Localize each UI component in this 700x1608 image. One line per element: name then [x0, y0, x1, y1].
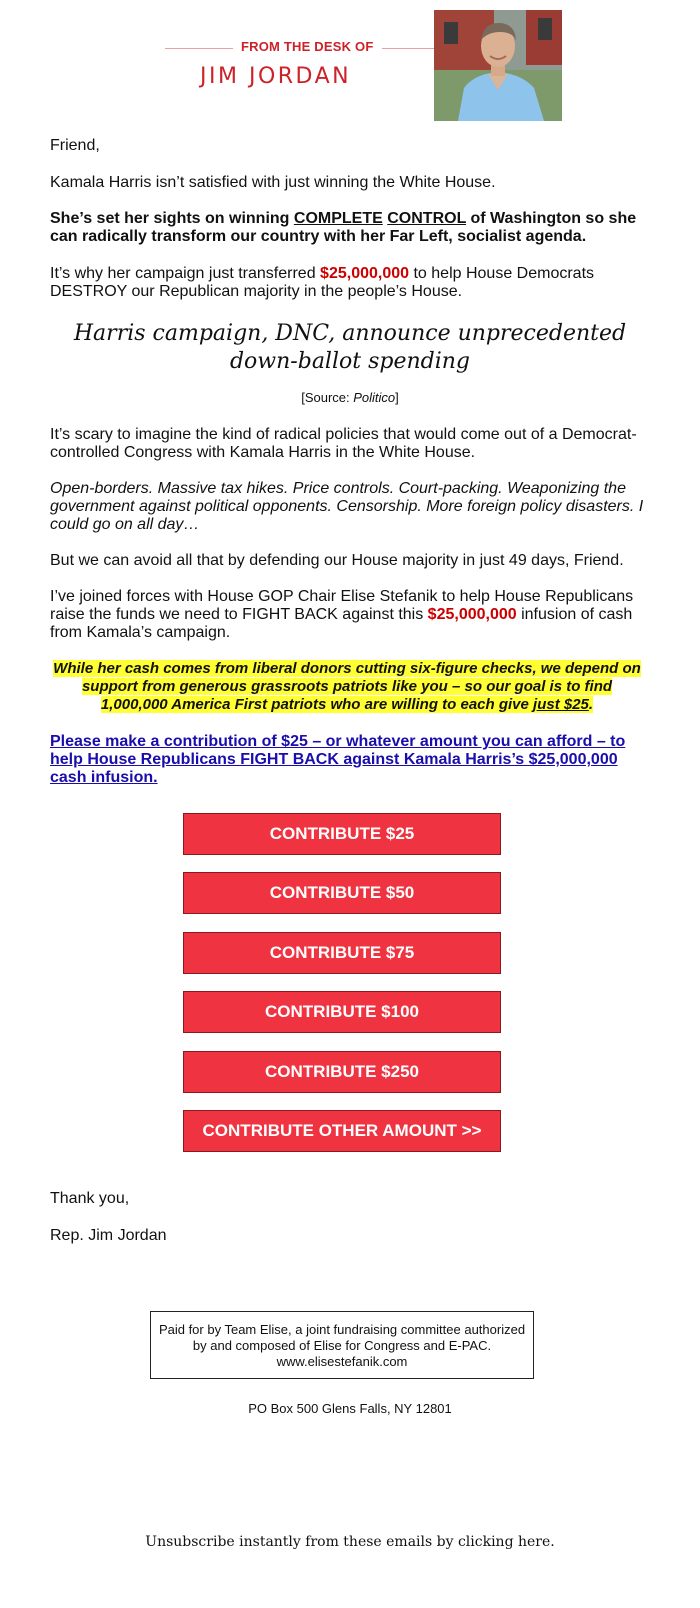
source-prefix: [Source:: [301, 390, 354, 405]
news-headline: Harris campaign, DNC, announce unprecedented down-ballot spending: [73, 321, 627, 374]
contribute-50-button[interactable]: CONTRIBUTE $50: [183, 872, 501, 914]
highlighted-appeal: [50, 660, 644, 714]
paragraph-3-text-b: to help House Democrats DESTROY our Republican majority in the people’s House.: [50, 265, 595, 300]
paragraph-2-text-a: She’s set her sights on winning: [50, 210, 294, 227]
amount-highlight-2: $25,000,000: [427, 606, 517, 623]
paragraph-7: [50, 588, 644, 642]
mailing-address: PO Box 500 Glens Falls, NY 12801: [248, 1401, 452, 1416]
contribute-250-button[interactable]: CONTRIBUTE $250: [183, 1051, 501, 1093]
paragraph-7-text-a: I’ve joined forces with House GOP Chair Elise Stefanik to help House Republicans raise the funds we need to FIGHT BACK against this: [50, 588, 634, 623]
unsubscribe-link[interactable]: Unsubscribe instantly from these emails by clicking here.: [145, 1534, 555, 1550]
header-rule-left: [165, 48, 233, 49]
source-citation: [0, 390, 700, 405]
closing-thanks: Thank you,: [50, 1190, 130, 1207]
sender-name: JIM JORDAN: [200, 64, 352, 89]
paragraph-7-text-b: infusion of cash from Kamala’s campaign.: [50, 606, 633, 641]
from-the-desk-of-label: FROM THE DESK OF: [241, 39, 374, 54]
control-emphasis: CONTROL: [387, 210, 467, 227]
paragraph-5: Open-borders. Massive tax hikes. Price controls. Court-packing. Weaponizing the government against political opponents. Censorship. More foreign policy disasters. I could go on all day…: [50, 480, 644, 533]
jim-jordan-photo: [434, 10, 562, 121]
contribution-link[interactable]: Please make a contribution of $25 – or whatever amount you can afford – to help House Republicans FIGHT BACK against Kamala Harris’s $25,000,000 cash infusion.: [50, 733, 626, 786]
paragraph-3: [50, 265, 644, 301]
highlight-text-b: .: [588, 696, 594, 713]
contribute-75-button[interactable]: CONTRIBUTE $75: [183, 932, 501, 974]
complete-emphasis: COMPLETE: [293, 210, 383, 227]
contribute-other-amount-button[interactable]: CONTRIBUTE OTHER AMOUNT >>: [183, 1110, 501, 1152]
highlight-text-a: While her cash comes from liberal donors cutting six-figure checks, we depend on support from generous grassroots patriots like you – so our goal is to find 1,000,000 America First patriots who are willing to each give: [53, 660, 641, 713]
contribute-100-button[interactable]: CONTRIBUTE $100: [183, 991, 501, 1033]
just-25-emphasis: just $25: [533, 696, 589, 713]
paragraph-2-text-b: of Washington so she can radically transform our country with her Far Left, socialist agenda.: [50, 210, 637, 245]
signature: Rep. Jim Jordan: [50, 1227, 167, 1244]
paragraph-3-text-a: It’s why her campaign just transferred: [50, 265, 321, 282]
paid-for-disclaimer: Paid for by Team Elise, a joint fundraising committee authorized by and composed of Elise for Congress and E-PAC. www.elisestefanik.com: [150, 1311, 534, 1379]
source-suffix: ]: [395, 390, 399, 405]
amount-highlight: $25,000,000: [320, 265, 410, 282]
source-name: Politico: [353, 390, 396, 405]
paragraph-6: But we can avoid all that by defending our House majority in just 49 days, Friend.: [50, 552, 624, 569]
header-rule-right: [382, 48, 434, 49]
greeting: Friend,: [50, 137, 100, 154]
paragraph-1: Kamala Harris isn’t satisfied with just winning the White House.: [50, 174, 496, 191]
highlight-text: [53, 660, 641, 713]
contribute-25-button[interactable]: CONTRIBUTE $25: [183, 813, 501, 855]
paragraph-4: It’s scary to imagine the kind of radical policies that would come out of a Democrat-controlled Congress with Kamala Harris in the White House.: [50, 426, 637, 461]
paragraph-2: [50, 210, 644, 246]
email-header: [0, 0, 700, 130]
